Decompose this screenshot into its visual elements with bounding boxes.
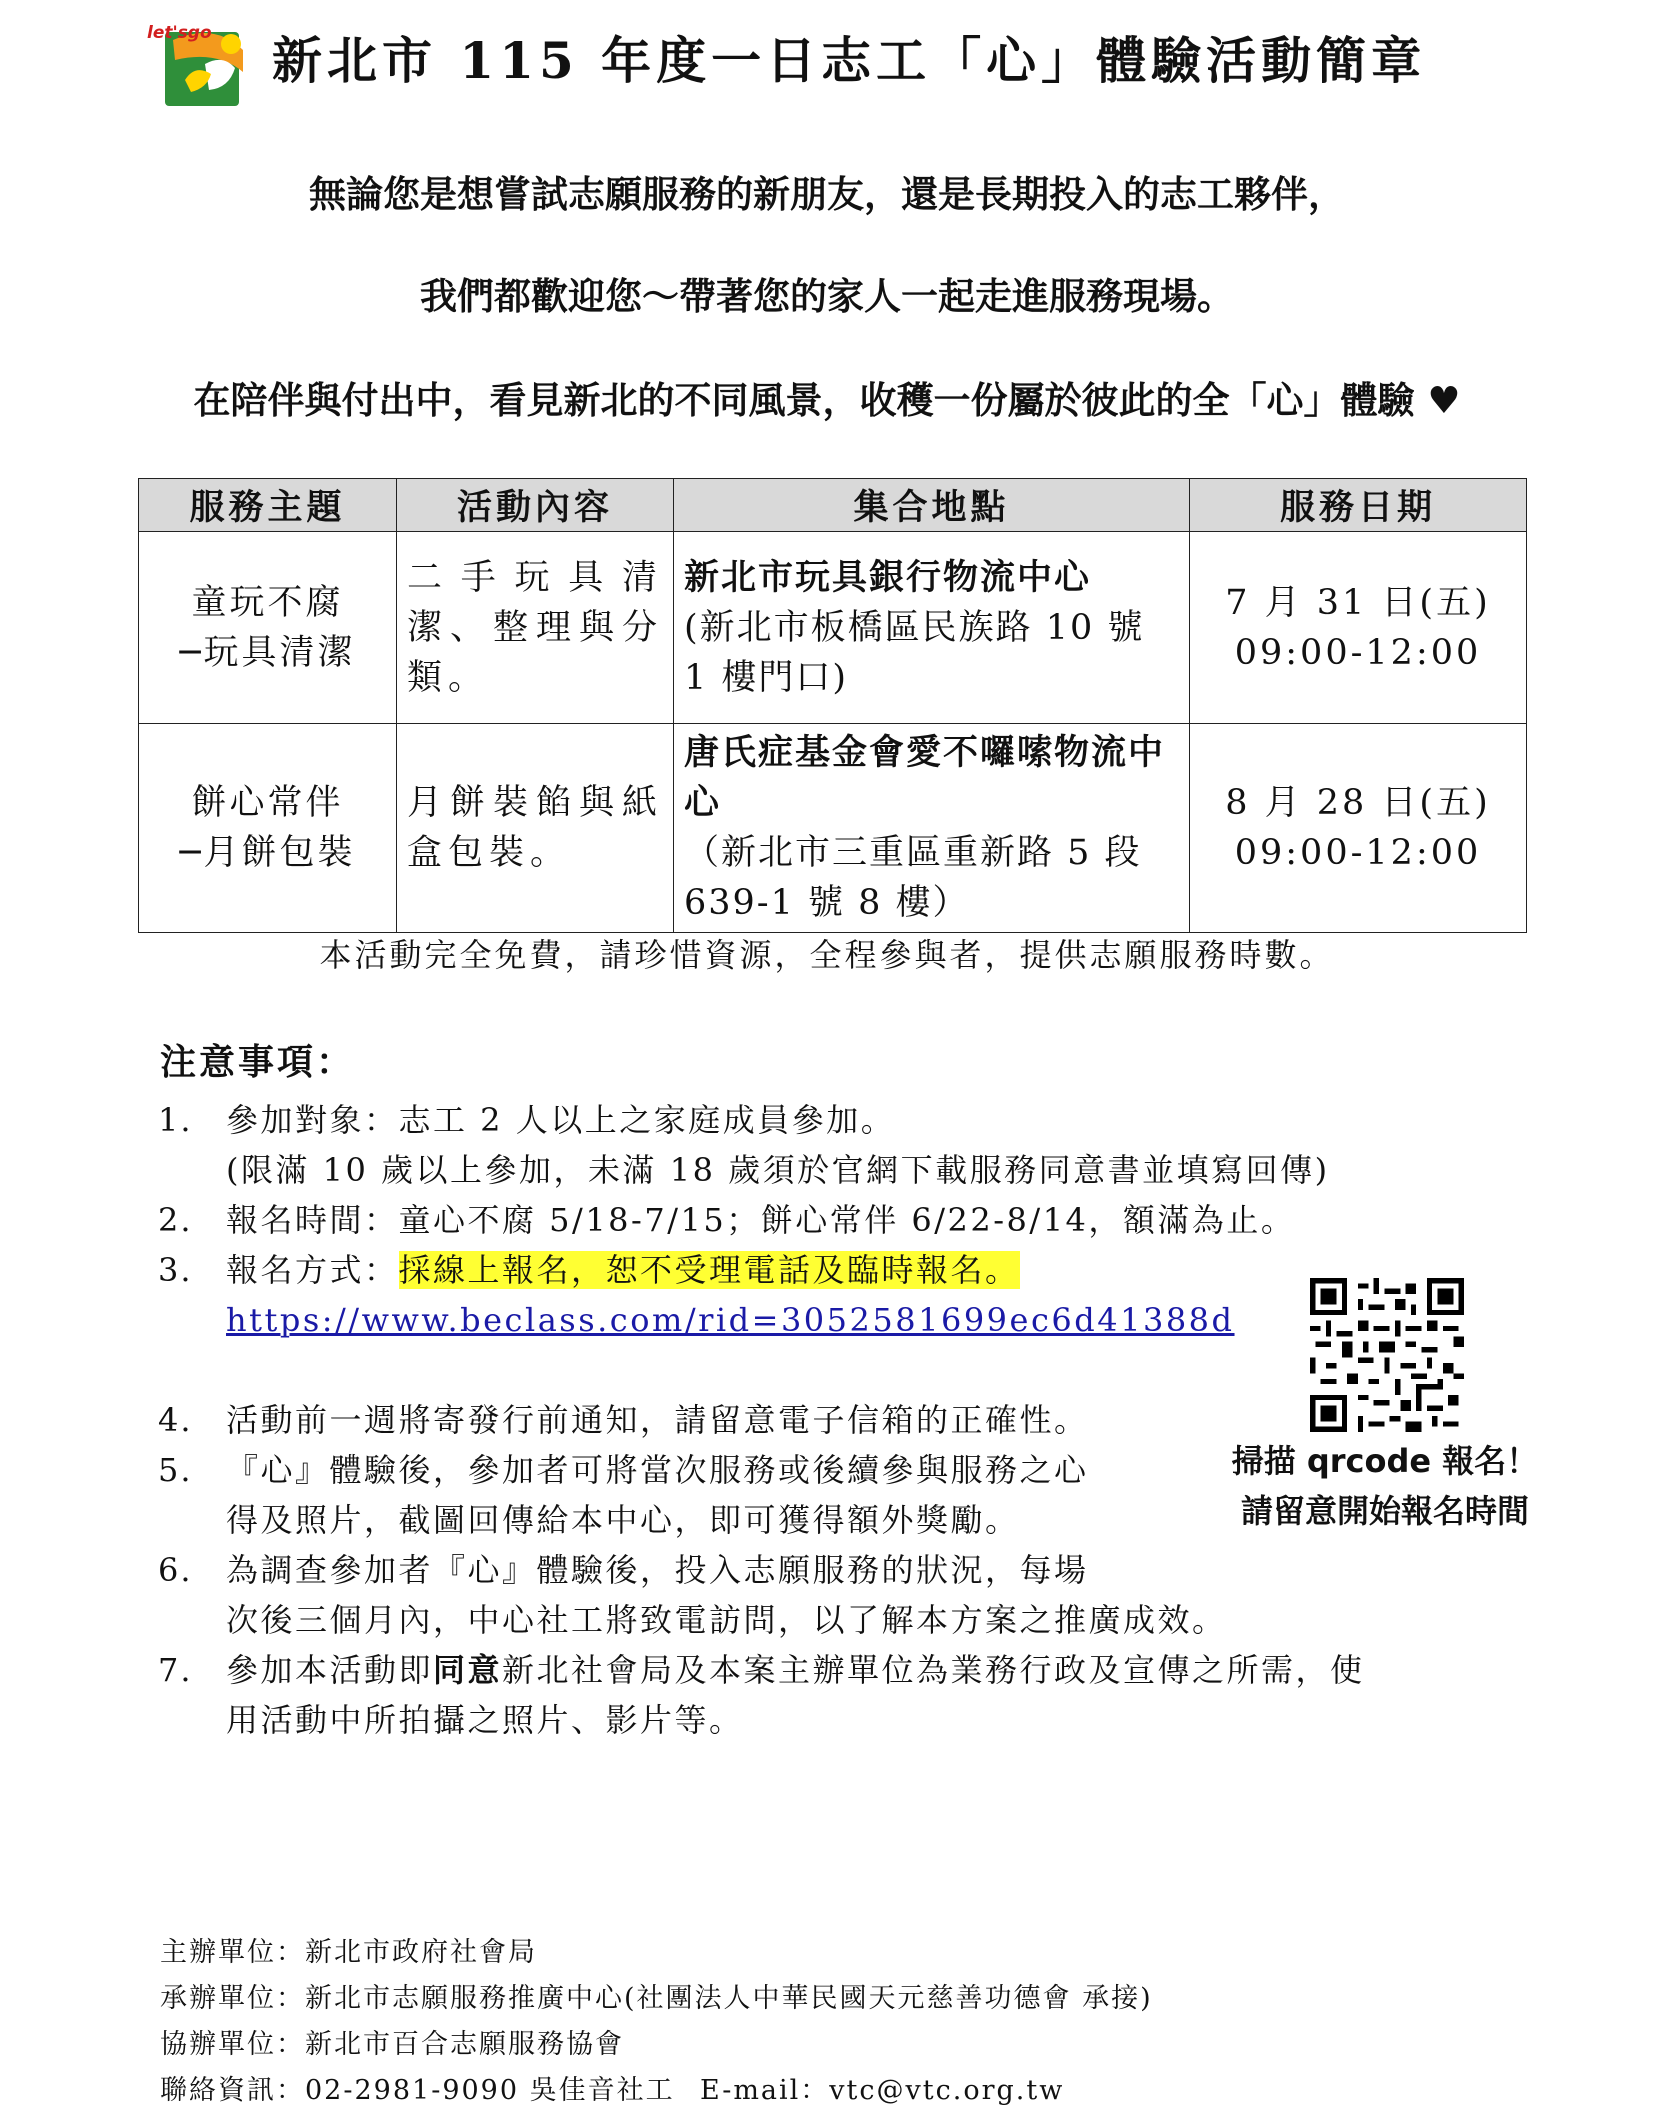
intro-line-3: 在陪伴與付出中，看見新北的不同風景，收穫一份屬於彼此的全「心」體驗 ♥ <box>193 378 1461 422</box>
notes-heading: 注意事項： <box>160 1041 356 1083</box>
footer-organizer: 主辦單位：新北市政府社會局 <box>160 1937 537 1968</box>
location-address: (新北市板橋區民族路 10 號 1 樓門口) <box>684 607 1145 698</box>
service-date: 8 月 28 日(五) <box>1225 783 1491 823</box>
qr-caption-scan: 掃描 qrcode 報名！ <box>1231 1442 1539 1480</box>
note-number: 3. <box>158 1251 193 1289</box>
theme-subtitle: ─玩具清潔 <box>179 632 356 673</box>
theme-title: 餅心常伴 <box>191 783 344 823</box>
theme-cell <box>139 532 397 724</box>
note-7-line-2: 用活動中所拍攝之照片、影片等。 <box>226 1701 744 1739</box>
theme-cell <box>139 724 397 933</box>
note-5-line-1: 『心』體驗後，參加者可將當次服務或後續參與服務之心 <box>226 1451 1089 1489</box>
location-address: （新北市三重區重新路 5 段 639-1 號 8 樓） <box>684 833 1142 923</box>
location-cell <box>674 532 1190 724</box>
note-7-post: 新北社會局及本案主辦單位為業務行政及宣傳之所需，使 <box>502 1651 1365 1689</box>
note-2-line-1: 報名時間：童心不腐 5/18-7/15；餅心常伴 6/22-8/14，額滿為止。 <box>226 1201 1296 1239</box>
note-number: 7. <box>158 1651 193 1689</box>
location-cell <box>674 724 1190 933</box>
header-content: 活動內容 <box>397 479 674 532</box>
content-cell: 二手玩具清潔、整理與分類。 <box>397 532 674 724</box>
table-header-row <box>139 479 1527 532</box>
service-time: 09:00-12:00 <box>1234 833 1482 873</box>
location-name: 唐氏症基金會愛不囉嗦物流中心 <box>684 732 1166 823</box>
svg-text:let'sgo: let'sgo <box>147 23 212 43</box>
note-7-line-1 <box>226 1646 1365 1694</box>
note-6-line-2: 次後三個月內，中心社工將致電訪問，以了解本方案之推廣成效。 <box>226 1601 1227 1639</box>
header-date: 服務日期 <box>1190 479 1527 532</box>
free-note: 本活動完全免費，請珍惜資源，全程參與者，提供志願服務時數。 <box>319 936 1335 974</box>
service-date: 7 月 31 日(五) <box>1225 582 1491 623</box>
note-4-line-1: 活動前一週將寄發行前通知，請留意電子信箱的正確性。 <box>226 1401 1089 1439</box>
date-cell <box>1190 532 1527 724</box>
schedule-table <box>138 478 1527 933</box>
intro-line-2: 我們都歡迎您～帶著您的家人一起走進服務現場。 <box>420 274 1234 318</box>
note-7-pre: 參加本活動即 <box>226 1651 434 1689</box>
header-location: 集合地點 <box>674 479 1190 532</box>
table-row <box>139 724 1527 933</box>
note-number: 6. <box>158 1551 193 1589</box>
note-number: 2. <box>158 1201 193 1239</box>
note-3-line-2 <box>226 1296 1235 1344</box>
service-time: 09:00-12:00 <box>1234 632 1482 673</box>
theme-subtitle: ─月餅包裝 <box>179 833 356 873</box>
highlighted-registration-text: 採線上報名，恕不受理電話及臨時報名。 <box>398 1251 1020 1289</box>
header-theme: 服務主題 <box>139 479 397 532</box>
note-number: 4. <box>158 1401 193 1439</box>
date-cell <box>1190 724 1527 933</box>
registration-link[interactable]: https://www.beclass.com/rid=3052581699ec6d41388d <box>226 1301 1235 1339</box>
location-name: 新北市玩具銀行物流中心 <box>684 556 1092 598</box>
footer-co-organizer: 協辦單位：新北市百合志願服務協會 <box>160 2029 624 2060</box>
note-3-label: 報名方式： <box>226 1251 399 1289</box>
note-number: 5. <box>158 1451 193 1489</box>
note-1-line-2: (限滿 10 歲以上參加，未滿 18 歲須於官網下載服務同意書並填寫回傳) <box>226 1151 1330 1189</box>
note-1-line-1: 參加對象：志工 2 人以上之家庭成員參加。 <box>226 1101 896 1139</box>
note-5-line-2: 得及照片，截圖回傳給本中心，即可獲得額外獎勵。 <box>226 1501 1020 1539</box>
qr-caption-reminder: 請留意開始報名時間 <box>1240 1492 1529 1530</box>
page-title: 新北市 115 年度一日志工「心」體驗活動簡章 <box>272 31 1427 90</box>
note-7-bold: 同意 <box>433 1651 503 1689</box>
intro-line-1: 無論您是想嘗試志願服務的新朋友，還是長期投入的志工夥伴， <box>309 172 1345 216</box>
table-row <box>139 532 1527 724</box>
note-number: 1. <box>158 1101 193 1139</box>
content-cell: 月餅裝餡與紙盒包裝。 <box>397 724 674 933</box>
registration-qrcode-icon[interactable] <box>1310 1278 1464 1432</box>
footer-email: E-mail：vtc@vtc.org.tw <box>700 2075 1065 2106</box>
note-6-line-1: 為調查參加者『心』體驗後，投入志願服務的狀況，每場 <box>226 1551 1089 1589</box>
footer-contact: 聯絡資訊：02-2981-9090 吳佳音社工 <box>160 2075 675 2106</box>
letsgo-logo-icon <box>145 20 255 112</box>
note-3-line-1 <box>226 1246 1020 1294</box>
footer-executor: 承辦單位：新北市志願服務推廣中心(社團法人中華民國天元慈善功德會 承接) <box>160 1983 1153 2014</box>
theme-title: 童玩不腐 <box>191 582 344 623</box>
